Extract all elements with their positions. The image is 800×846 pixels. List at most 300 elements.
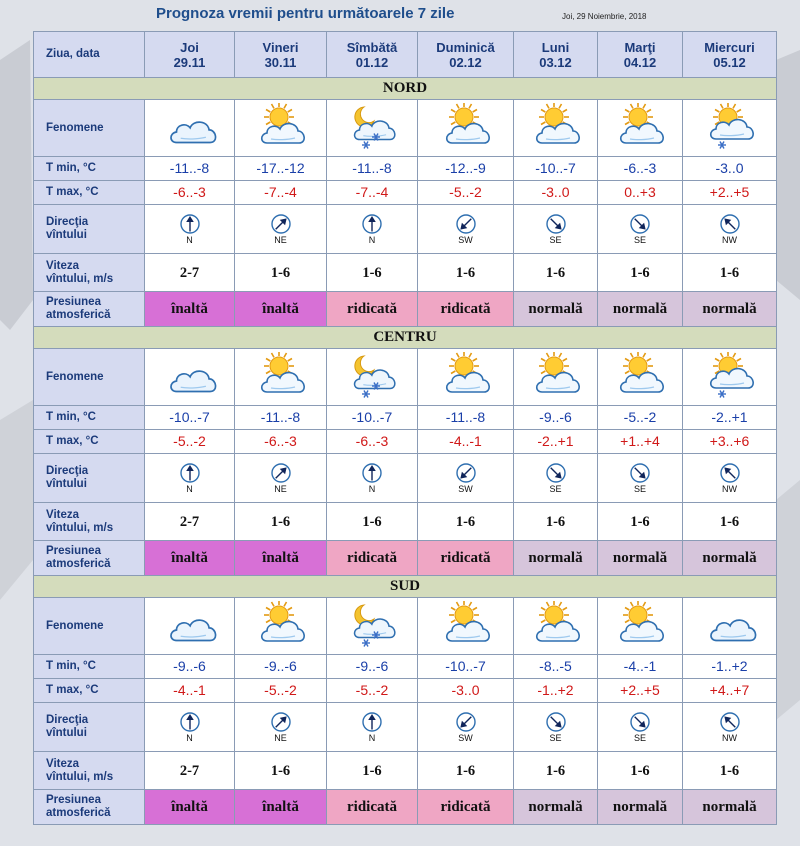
wind-speed-value: 1-6 <box>270 762 291 779</box>
wind-direction-cell <box>598 454 683 503</box>
partly-cloudy-icon <box>610 352 670 402</box>
phenomena-label <box>34 598 145 655</box>
region-name: CENTRU <box>373 329 437 345</box>
pressure-cell <box>327 790 418 825</box>
tmax-cell <box>514 181 598 205</box>
tmax-value: +1..+4 <box>620 432 660 449</box>
tmin-row <box>34 655 777 679</box>
phenomena-cell <box>145 100 235 157</box>
phenomena-cell <box>514 349 598 406</box>
wind-speed-value: 2-7 <box>179 264 200 281</box>
wind-direction-value: NW <box>722 732 737 743</box>
tmin-cell <box>514 655 598 679</box>
tmin-value: -1..+2 <box>711 657 748 674</box>
wind-speed-value: 1-6 <box>270 513 291 530</box>
wind-direction-box <box>514 712 597 743</box>
wind-direction-icon <box>180 712 200 732</box>
tmax-cell <box>235 430 327 454</box>
wind-direction-row <box>34 703 777 752</box>
pressure-label <box>34 790 145 825</box>
wind-direction-icon <box>271 463 291 483</box>
tmax-cell <box>598 679 683 703</box>
tmin-cell <box>145 655 235 679</box>
wind-speed-cell <box>598 752 683 790</box>
wind-direction-icon <box>362 712 382 732</box>
wind-direction-cell <box>235 703 327 752</box>
wind-speed-cell <box>145 752 235 790</box>
wind-direction-box <box>145 214 234 245</box>
wind-direction-value: SE <box>549 483 562 494</box>
pressure-value: ridicată <box>440 549 491 566</box>
tmax-label-text: T max, °C <box>46 684 99 696</box>
tmin-cell <box>418 157 514 181</box>
wind-speed-value: 1-6 <box>719 264 740 281</box>
wind-speed-cell <box>235 503 327 541</box>
wind-speed-cell <box>598 254 683 292</box>
wind-direction-value: N <box>186 483 193 494</box>
wind-direction-box <box>683 463 776 494</box>
pressure-label-text: Presiunea <box>46 296 101 308</box>
tmin-cell <box>235 157 327 181</box>
phenomena-cell <box>235 100 327 157</box>
wind-direction-box <box>145 463 234 494</box>
region-title <box>34 576 777 598</box>
wind-direction-icon <box>456 214 476 234</box>
tmax-label-text: T max, °C <box>46 435 99 447</box>
wind-direction-icon <box>546 712 566 732</box>
wind-speed-row <box>34 503 777 541</box>
wind-direction-box <box>418 463 513 494</box>
tmin-cell <box>327 406 418 430</box>
tmin-value: -4..-1 <box>623 657 657 674</box>
wind-speed-value: 1-6 <box>630 513 650 530</box>
wind-direction-value: SW <box>458 234 473 245</box>
wind-speed-value: 1-6 <box>719 762 740 779</box>
tmin-value: -9..-6 <box>173 657 206 674</box>
pressure-cell <box>514 292 598 327</box>
tmax-cell <box>418 430 514 454</box>
pressure-row <box>34 541 777 576</box>
pressure-cell <box>418 790 514 825</box>
wind-direction-cell <box>327 205 418 254</box>
tmax-label <box>34 181 145 205</box>
tmax-value: -3..0 <box>541 183 570 200</box>
wind-speed-cell <box>327 254 418 292</box>
tmin-label-text: T min, °C <box>46 162 96 174</box>
wind-direction-label <box>34 703 145 752</box>
tmax-cell <box>235 679 327 703</box>
tmin-value: -9..-6 <box>264 657 297 674</box>
tmin-value: -11..-8 <box>169 159 210 176</box>
pressure-value: înaltă <box>171 300 208 317</box>
partly-cloudy-snow-icon <box>700 103 760 153</box>
page-header <box>0 0 800 30</box>
tmax-cell <box>327 679 418 703</box>
tmin-cell <box>327 157 418 181</box>
wind-direction-box <box>235 712 326 743</box>
wind-speed-cell <box>327 752 418 790</box>
wind-speed-value: 1-6 <box>719 513 740 530</box>
wind-speed-value: 1-6 <box>455 762 476 779</box>
wind-speed-cell <box>145 503 235 541</box>
tmax-value: -5..-2 <box>449 183 482 200</box>
pressure-value: înaltă <box>262 798 299 815</box>
region-row <box>34 78 777 100</box>
day-name: Vineri <box>262 39 299 55</box>
tmin-cell <box>598 157 683 181</box>
pressure-label-text: Presiunea <box>46 545 101 557</box>
wind-direction-icon <box>456 463 476 483</box>
wind-direction-value: N <box>186 234 193 245</box>
wind-direction-cell <box>514 205 598 254</box>
tmin-value: -2..+1 <box>711 408 748 425</box>
tmax-cell <box>683 181 777 205</box>
tmin-value: -10..-7 <box>169 408 210 425</box>
forecast-table <box>33 31 777 825</box>
tmin-label <box>34 655 145 679</box>
wind-direction-icon <box>720 214 740 234</box>
phenomena-cell <box>418 349 514 406</box>
pressure-value: ridicată <box>440 300 491 317</box>
pressure-cell <box>327 541 418 576</box>
cloudy-icon <box>160 601 220 651</box>
night-cloud-snow-icon <box>342 601 402 651</box>
tmax-label-text: T max, °C <box>46 186 99 198</box>
tmax-value: -3..0 <box>451 681 480 698</box>
day-date: 05.12 <box>713 54 746 70</box>
partly-cloudy-icon <box>436 601 496 651</box>
day-date: 01.12 <box>355 54 389 70</box>
phenomena-cell <box>418 100 514 157</box>
tmin-cell <box>327 655 418 679</box>
wind-direction-value: N <box>186 732 193 743</box>
night-cloud-snow-icon <box>342 352 402 402</box>
wind-speed-value: 1-6 <box>362 762 382 779</box>
wind-direction-label-text-2: vîntului <box>46 478 87 490</box>
day-header <box>514 32 598 78</box>
pressure-cell <box>327 292 418 327</box>
wind-direction-cell <box>683 454 777 503</box>
tmax-cell <box>327 181 418 205</box>
tmax-cell <box>235 181 327 205</box>
wind-speed-value: 1-6 <box>545 762 566 779</box>
tmin-value: -9..-6 <box>355 657 389 674</box>
wind-direction-cell <box>145 205 235 254</box>
tmax-cell <box>514 679 598 703</box>
tmin-cell <box>514 406 598 430</box>
wind-speed-cell <box>598 503 683 541</box>
region-row <box>34 327 777 349</box>
wind-speed-value: 1-6 <box>630 762 650 779</box>
phenomena-row <box>34 598 777 655</box>
wind-direction-cell <box>683 703 777 752</box>
wind-direction-label-text-2: vîntului <box>46 229 87 241</box>
phenomena-cell <box>327 598 418 655</box>
wind-direction-label <box>34 205 145 254</box>
tmax-value: -6..-3 <box>355 432 389 449</box>
wind-direction-cell <box>598 205 683 254</box>
pressure-value: normală <box>702 798 757 815</box>
wind-speed-label-text-2: vîntului, m/s <box>46 521 114 534</box>
tmin-label <box>34 157 145 181</box>
wind-direction-cell <box>683 205 777 254</box>
wind-direction-cell <box>418 454 514 503</box>
pressure-cell <box>418 541 514 576</box>
tmin-value: -6..-3 <box>623 159 657 176</box>
region-title <box>34 78 777 100</box>
tmin-value: -17..-12 <box>256 159 305 176</box>
wind-speed-cell <box>514 254 598 292</box>
tmax-cell <box>683 679 777 703</box>
wind-direction-cell <box>145 454 235 503</box>
pressure-value: înaltă <box>171 549 208 566</box>
phenomena-label <box>34 100 145 157</box>
tmax-label <box>34 430 145 454</box>
wind-direction-cell <box>514 454 598 503</box>
wind-direction-box <box>683 214 776 245</box>
phenomena-cell <box>235 349 327 406</box>
tmin-cell <box>598 655 683 679</box>
wind-direction-icon <box>630 463 650 483</box>
partly-cloudy-icon <box>526 601 586 651</box>
wind-speed-cell <box>418 254 514 292</box>
wind-direction-icon <box>720 712 740 732</box>
wind-direction-label-text: Direcţia <box>46 465 89 477</box>
pressure-value: normală <box>612 798 668 815</box>
wind-speed-label-text-2: vîntului, m/s <box>46 770 114 783</box>
pressure-cell <box>514 541 598 576</box>
day-name: Duminică <box>436 39 495 55</box>
tmin-value: -11..-8 <box>445 408 486 425</box>
wind-speed-cell <box>683 752 777 790</box>
phenomena-cell <box>598 100 683 157</box>
tmax-cell <box>683 430 777 454</box>
tmax-cell <box>327 430 418 454</box>
forecast-date: Joi, 29 Noiembrie, 2018 <box>562 12 647 21</box>
tmax-value: -2..+1 <box>537 432 574 449</box>
tmax-cell <box>598 430 683 454</box>
tmax-value: 0..+3 <box>624 183 656 200</box>
tmin-value: -10..-7 <box>351 408 393 425</box>
phenomena-cell <box>514 100 598 157</box>
wind-speed-value: 1-6 <box>455 513 476 530</box>
tmin-cell <box>145 157 235 181</box>
phenomena-cell <box>418 598 514 655</box>
day-header <box>145 32 235 78</box>
pressure-label-text-2: atmosferică <box>46 558 111 570</box>
day-header-row <box>34 32 777 78</box>
wind-direction-icon <box>271 214 291 234</box>
wind-direction-icon <box>546 463 566 483</box>
day-date: 02.12 <box>449 54 482 70</box>
day-date: 29.11 <box>173 54 206 70</box>
tmax-value: -6..-3 <box>264 432 297 449</box>
tmax-row <box>34 679 777 703</box>
partly-cloudy-icon <box>251 103 311 153</box>
tmax-cell <box>145 181 235 205</box>
phenomena-row <box>34 100 777 157</box>
pressure-label-text-2: atmosferică <box>46 807 111 819</box>
wind-direction-box <box>327 463 417 494</box>
pressure-value: normală <box>702 300 757 317</box>
tmax-value: -6..-3 <box>173 183 206 200</box>
pressure-cell <box>598 541 683 576</box>
tmin-cell <box>418 655 514 679</box>
tmax-value: +3..+6 <box>709 432 750 449</box>
wind-speed-cell <box>514 752 598 790</box>
pressure-cell <box>235 292 327 327</box>
pressure-cell <box>418 292 514 327</box>
wind-speed-value: 1-6 <box>545 264 566 281</box>
wind-direction-value: NW <box>722 483 737 494</box>
tmin-row <box>34 406 777 430</box>
phenomena-cell <box>327 100 418 157</box>
wind-speed-value: 1-6 <box>630 264 650 281</box>
wind-speed-cell <box>418 752 514 790</box>
wind-direction-icon <box>362 463 382 483</box>
day-date: 30.11 <box>264 54 297 70</box>
tmin-value: -8..-5 <box>539 657 572 674</box>
tmin-value: -5..-2 <box>623 408 657 425</box>
wind-direction-cell <box>598 703 683 752</box>
wind-speed-label-text: Viteza <box>46 508 80 521</box>
phenomena-row <box>34 349 777 406</box>
wind-speed-cell <box>683 254 777 292</box>
tmax-label <box>34 679 145 703</box>
tmax-value: -4..-1 <box>173 681 206 698</box>
phenomena-label-text: Fenomene <box>46 619 104 632</box>
wind-direction-icon <box>630 214 650 234</box>
partly-cloudy-icon <box>251 352 311 402</box>
partly-cloudy-icon <box>610 103 670 153</box>
tmin-cell <box>683 655 777 679</box>
pressure-label <box>34 541 145 576</box>
pressure-value: ridicată <box>347 300 397 317</box>
pressure-cell <box>145 541 235 576</box>
wind-direction-box <box>418 712 513 743</box>
wind-speed-label <box>34 503 145 541</box>
phenomena-cell <box>683 100 777 157</box>
wind-direction-value: NE <box>274 483 287 494</box>
wind-speed-cell <box>235 752 327 790</box>
pressure-label-text: Presiunea <box>46 794 101 806</box>
wind-direction-icon <box>456 712 476 732</box>
wind-speed-cell <box>235 254 327 292</box>
wind-direction-cell <box>235 205 327 254</box>
pressure-value: normală <box>702 549 757 566</box>
region-name: NORD <box>382 80 428 96</box>
day-name: Marţi <box>624 39 656 55</box>
day-date: 03.12 <box>539 54 572 70</box>
tmin-value: -12..-9 <box>445 159 486 176</box>
page-title: Prognoza vremii pentru următoarele 7 zile <box>156 5 455 22</box>
tmax-value: -4..-1 <box>449 432 482 449</box>
phenomena-cell <box>683 349 777 406</box>
wind-direction-box <box>235 214 326 245</box>
pressure-row <box>34 292 777 327</box>
tmax-value: -1..+2 <box>537 681 574 698</box>
tmax-value: -5..-2 <box>355 681 389 698</box>
night-cloud-snow-icon <box>342 103 402 153</box>
wind-speed-cell <box>683 503 777 541</box>
wind-direction-box <box>514 214 597 245</box>
wind-speed-label-text: Viteza <box>46 757 80 770</box>
pressure-value: înaltă <box>262 300 299 317</box>
pressure-cell <box>598 292 683 327</box>
wind-direction-cell <box>514 703 598 752</box>
phenomena-cell <box>235 598 327 655</box>
wind-speed-value: 2-7 <box>179 513 200 530</box>
partly-cloudy-icon <box>251 601 311 651</box>
pressure-row <box>34 790 777 825</box>
tmin-label-text: T min, °C <box>46 660 96 672</box>
day-date: 04.12 <box>623 54 657 70</box>
cloudy-icon <box>160 103 220 153</box>
tmax-cell <box>145 679 235 703</box>
partly-cloudy-icon <box>526 352 586 402</box>
tmin-label-text: T min, °C <box>46 411 96 423</box>
wind-speed-cell <box>327 503 418 541</box>
wind-direction-box <box>598 463 682 494</box>
day-header <box>327 32 418 78</box>
tmin-value: -10..-7 <box>445 657 486 674</box>
pressure-value: normală <box>528 300 583 317</box>
tmin-cell <box>514 157 598 181</box>
wind-direction-value: NE <box>274 234 287 245</box>
tmax-value: +2..+5 <box>620 681 660 698</box>
phenomena-label <box>34 349 145 406</box>
pressure-cell <box>235 541 327 576</box>
wind-speed-value: 1-6 <box>362 264 382 281</box>
partly-cloudy-icon <box>610 601 670 651</box>
day-name: Sîmbătă <box>346 39 398 55</box>
wind-direction-box <box>327 712 417 743</box>
wind-speed-cell <box>514 503 598 541</box>
tmax-value: +4..+7 <box>709 681 750 698</box>
wind-direction-value: SE <box>549 234 562 245</box>
wind-direction-cell <box>145 703 235 752</box>
pressure-value: înaltă <box>171 798 208 815</box>
day-name: Miercuri <box>704 39 755 55</box>
tmax-value: +2..+5 <box>709 183 750 200</box>
wind-direction-box <box>683 712 776 743</box>
tmin-cell <box>683 157 777 181</box>
wind-direction-box <box>418 214 513 245</box>
pressure-cell <box>683 292 777 327</box>
header-label <box>34 32 145 78</box>
wind-direction-value: N <box>368 483 376 494</box>
day-name: Luni <box>541 39 570 55</box>
wind-speed-value: 1-6 <box>270 264 291 281</box>
wind-direction-value: SE <box>633 483 646 494</box>
wind-direction-icon <box>720 463 740 483</box>
wind-direction-icon <box>180 214 200 234</box>
wind-direction-value: N <box>368 732 376 743</box>
header-label-text: Ziua, data <box>46 48 100 60</box>
tmax-cell <box>514 430 598 454</box>
wind-direction-value: SE <box>633 732 646 743</box>
wind-speed-value: 1-6 <box>455 264 476 281</box>
tmin-value: -10..-7 <box>535 159 576 176</box>
wind-direction-value: SE <box>633 234 646 245</box>
tmax-value: -5..-2 <box>264 681 297 698</box>
pressure-value: normală <box>612 300 668 317</box>
wind-speed-value: 2-7 <box>179 762 200 779</box>
pressure-value: ridicată <box>347 549 397 566</box>
cloudy-icon <box>160 352 220 402</box>
tmin-cell <box>598 406 683 430</box>
wind-speed-label <box>34 752 145 790</box>
